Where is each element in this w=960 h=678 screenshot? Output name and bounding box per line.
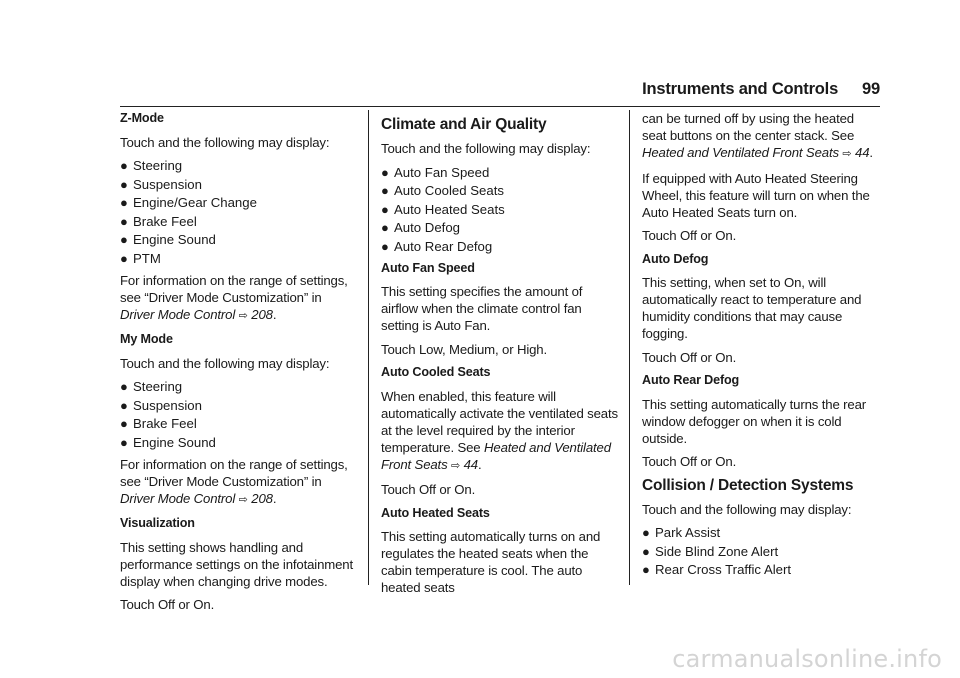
list-item: ● PTM bbox=[120, 250, 161, 266]
climate-list bbox=[381, 164, 619, 255]
bullet-icon: ● bbox=[120, 434, 128, 450]
cooled-seats-heading: Auto Cooled Seats bbox=[381, 365, 491, 379]
bullet-icon: ● bbox=[120, 232, 128, 247]
mymode-reference: For information on the range of settings, see “Driver Mode Customization” in Driver Mode Control ⇨ 208. bbox=[120, 456, 348, 506]
list-item: ● Brake Feel bbox=[120, 213, 197, 229]
collision-heading: Collision / Detection Systems bbox=[642, 476, 854, 494]
mymode-heading: My Mode bbox=[120, 332, 173, 346]
list-item: ● Auto Rear Defog bbox=[381, 238, 493, 254]
visualization-heading: Visualization bbox=[120, 516, 195, 530]
page-ref-number[interactable]: 208 bbox=[251, 306, 273, 322]
bullet-icon: ● bbox=[120, 397, 128, 413]
list-item: ● Engine/Gear Change bbox=[120, 195, 257, 210]
bullet-icon: ● bbox=[120, 213, 128, 229]
list-item: ● Auto Defog bbox=[381, 220, 460, 235]
auto-defog-touch: Touch Off or On. bbox=[642, 349, 737, 365]
heated-seats-text: This setting automatically turns on and regulates the heated seats when the cabin temperature is cool. The auto heated seats bbox=[381, 529, 601, 595]
page-ref-arrow-icon: ⇨ bbox=[842, 148, 852, 160]
heated-seats-touch: Touch Off or On. bbox=[642, 228, 737, 243]
bullet-icon: ● bbox=[381, 238, 389, 254]
fan-speed-heading: Auto Fan Speed bbox=[381, 260, 475, 275]
page-number: 99 bbox=[862, 80, 880, 98]
page-header bbox=[120, 80, 880, 99]
column-3 bbox=[642, 110, 880, 583]
mymode-intro: Touch and the following may display: bbox=[120, 355, 330, 371]
bullet-icon: ● bbox=[642, 525, 650, 540]
zmode-reference: For information on the range of settings, see “Driver Mode Customization” in Driver Mode Control ⇨ 208. bbox=[120, 272, 348, 322]
page-ref-number[interactable]: 44 bbox=[463, 456, 478, 472]
bullet-icon: ● bbox=[120, 176, 128, 192]
bullet-icon: ● bbox=[642, 543, 650, 559]
list-item: ● Steering bbox=[120, 158, 183, 173]
page-ref-number[interactable]: 208 bbox=[251, 490, 273, 506]
list-item: ● Steering bbox=[120, 379, 183, 394]
list-item: ● Engine Sound bbox=[120, 232, 216, 247]
page-ref-arrow-icon: ⇨ bbox=[238, 493, 248, 506]
list-item: ● Suspension bbox=[120, 397, 202, 413]
column-1 bbox=[120, 110, 358, 620]
list-item: ● Auto Fan Speed bbox=[381, 164, 490, 180]
cooled-seats-text: When enabled, this feature will automatically activate the ventilated seats at the level required by the interior temperature. See Heated and Ventilated Front Seats ⇨ 44. bbox=[381, 388, 618, 472]
bullet-icon: ● bbox=[120, 158, 128, 173]
bullet-icon: ● bbox=[381, 183, 389, 198]
list-item: ● Brake Feel bbox=[120, 416, 197, 431]
auto-defog-heading: Auto Defog bbox=[642, 251, 709, 266]
bullet-icon: ● bbox=[381, 220, 389, 235]
climate-heading: Climate and Air Quality bbox=[381, 116, 547, 133]
cross-reference-link[interactable]: Heated and Ventilated Front Seats bbox=[642, 145, 839, 160]
cross-reference-link[interactable]: Heated and Ventilated Front Seats bbox=[381, 439, 611, 472]
zmode-heading: Z-Mode bbox=[120, 111, 164, 125]
bullet-icon: ● bbox=[381, 164, 389, 180]
heated-seats-continued: can be turned off by using the heated seat buttons on the center stack. See Heated and Ventilated Front Seats ⇨ 44. bbox=[642, 111, 873, 160]
watermark: carmanualsonline.info bbox=[672, 645, 942, 673]
cross-reference-link[interactable]: Driver Mode Control bbox=[120, 306, 236, 322]
cross-reference-link[interactable]: Driver Mode Control bbox=[120, 490, 236, 506]
bullet-icon: ● bbox=[120, 416, 128, 431]
collision-intro: Touch and the following may display: bbox=[642, 501, 852, 517]
list-item: ● Suspension bbox=[120, 176, 202, 192]
page-ref-arrow-icon: ⇨ bbox=[238, 309, 248, 322]
rear-defog-heading: Auto Rear Defog bbox=[642, 373, 740, 387]
bullet-icon: ● bbox=[120, 379, 128, 394]
collision-list bbox=[642, 524, 880, 578]
bullet-icon: ● bbox=[381, 201, 389, 217]
page-ref-number[interactable]: 44 bbox=[855, 145, 870, 160]
mymode-list bbox=[120, 378, 358, 451]
list-item: ● Side Blind Zone Alert bbox=[642, 543, 779, 559]
bullet-icon: ● bbox=[120, 250, 128, 266]
rear-defog-touch: Touch Off or On. bbox=[642, 454, 737, 469]
zmode-intro: Touch and the following may display: bbox=[120, 134, 330, 150]
list-item: ● Auto Cooled Seats bbox=[381, 183, 504, 198]
fan-speed-text: This setting specifies the amount of airflow when the climate control fan setting is Auto Fan. bbox=[381, 284, 583, 333]
column-divider-1 bbox=[368, 110, 369, 585]
visualization-text: This setting shows handling and performance settings on the infotainment display when changing drive modes. bbox=[120, 539, 353, 589]
list-item: ● Park Assist bbox=[642, 525, 721, 540]
column-divider-2 bbox=[629, 110, 630, 585]
bullet-icon: ● bbox=[120, 195, 128, 210]
visualization-touch: Touch Off or On. bbox=[120, 597, 215, 612]
column-2 bbox=[381, 110, 619, 603]
steering-wheel-text: If equipped with Auto Heated Steering Wheel, this feature will turn on when the Auto Heated Seats turn on. bbox=[642, 170, 870, 220]
zmode-list bbox=[120, 157, 358, 267]
heated-seats-heading: Auto Heated Seats bbox=[381, 505, 490, 520]
list-item: ● Engine Sound bbox=[120, 434, 216, 450]
climate-intro: Touch and the following may display: bbox=[381, 141, 591, 156]
list-item: ● Rear Cross Traffic Alert bbox=[642, 562, 792, 577]
page-ref-arrow-icon: ⇨ bbox=[451, 459, 461, 472]
section-title: Instruments and Controls bbox=[642, 80, 839, 98]
fan-speed-touch: Touch Low, Medium, or High. bbox=[381, 341, 548, 357]
list-item: ● Auto Heated Seats bbox=[381, 201, 505, 217]
auto-defog-text: This setting, when set to On, will automatically react to temperature and humidity conditions that may cause fogging. bbox=[642, 275, 862, 341]
rear-defog-text: This setting automatically turns the rear window defogger on when it is cold outside. bbox=[642, 396, 867, 446]
bullet-icon: ● bbox=[642, 562, 650, 577]
cooled-seats-touch: Touch Off or On. bbox=[381, 482, 476, 497]
header-divider bbox=[120, 106, 880, 107]
